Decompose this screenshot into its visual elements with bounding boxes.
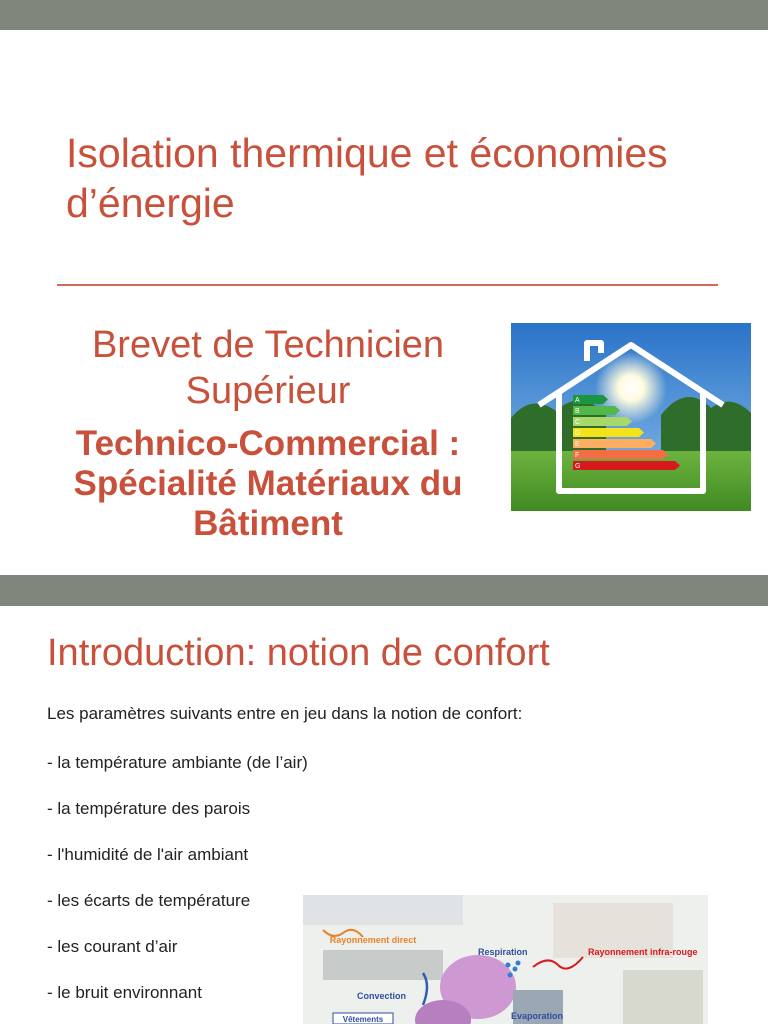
subtitle-bold: Technico-Commercial : Spécialité Matériaux du Bâtiment xyxy=(73,424,463,543)
list-item: - les courant d’air xyxy=(47,937,178,956)
subtitle xyxy=(28,322,508,414)
energy-bar-c xyxy=(573,417,632,426)
list-item: - la température des parois xyxy=(47,799,251,818)
list-item: - la température ambiante (de l’air) xyxy=(47,753,308,772)
separator-bar xyxy=(0,575,768,606)
energy-label-f: F xyxy=(575,452,580,459)
energy-bar-e xyxy=(573,439,656,448)
energy-label-b: B xyxy=(575,408,580,415)
label-respiration: Respiration xyxy=(478,947,528,957)
parameter-list xyxy=(47,753,308,1024)
divider-line xyxy=(57,284,718,286)
subtitle-line-2: Supérieur xyxy=(185,370,351,412)
energy-label-e: E xyxy=(575,441,580,448)
section-title: Introduction: notion de confort xyxy=(47,632,550,674)
list-item: - le bruit environnant xyxy=(47,983,202,1002)
top-bar xyxy=(0,0,768,30)
energy-label-a: A xyxy=(575,397,580,404)
list-item: - l'humidité de l'air ambiant xyxy=(47,845,249,864)
comfort-diagram-image xyxy=(303,895,708,1024)
label-rayonnement-direct: Rayonnement direct xyxy=(329,935,417,945)
content-slide xyxy=(0,606,768,1024)
subtitle-line-1: Brevet de Technicien xyxy=(91,324,445,366)
label-convection: Convection xyxy=(357,991,407,1001)
energy-house-image xyxy=(511,323,751,511)
energy-label-d: D xyxy=(575,430,581,437)
energy-bar-g xyxy=(573,461,680,470)
intro-text: Les paramètres suivants entre en jeu dans la notion de confort: xyxy=(47,704,523,723)
title-slide xyxy=(0,30,768,575)
energy-bar-b xyxy=(573,406,620,415)
energy-bar-d xyxy=(573,428,644,437)
energy-label-c: C xyxy=(575,419,581,426)
grass-rect xyxy=(511,451,751,511)
energy-bar-f xyxy=(573,450,668,459)
label-vetements: Vêtements xyxy=(342,1015,384,1024)
label-rayonnement-ir: Rayonnement infra-rouge xyxy=(588,947,698,957)
energy-label-g: G xyxy=(575,463,581,470)
list-item: - les écarts de température xyxy=(47,891,251,910)
label-evaporation: Evaporation xyxy=(511,1011,564,1021)
slide-title: Isolation thermique et économies d’énergie xyxy=(66,130,668,226)
